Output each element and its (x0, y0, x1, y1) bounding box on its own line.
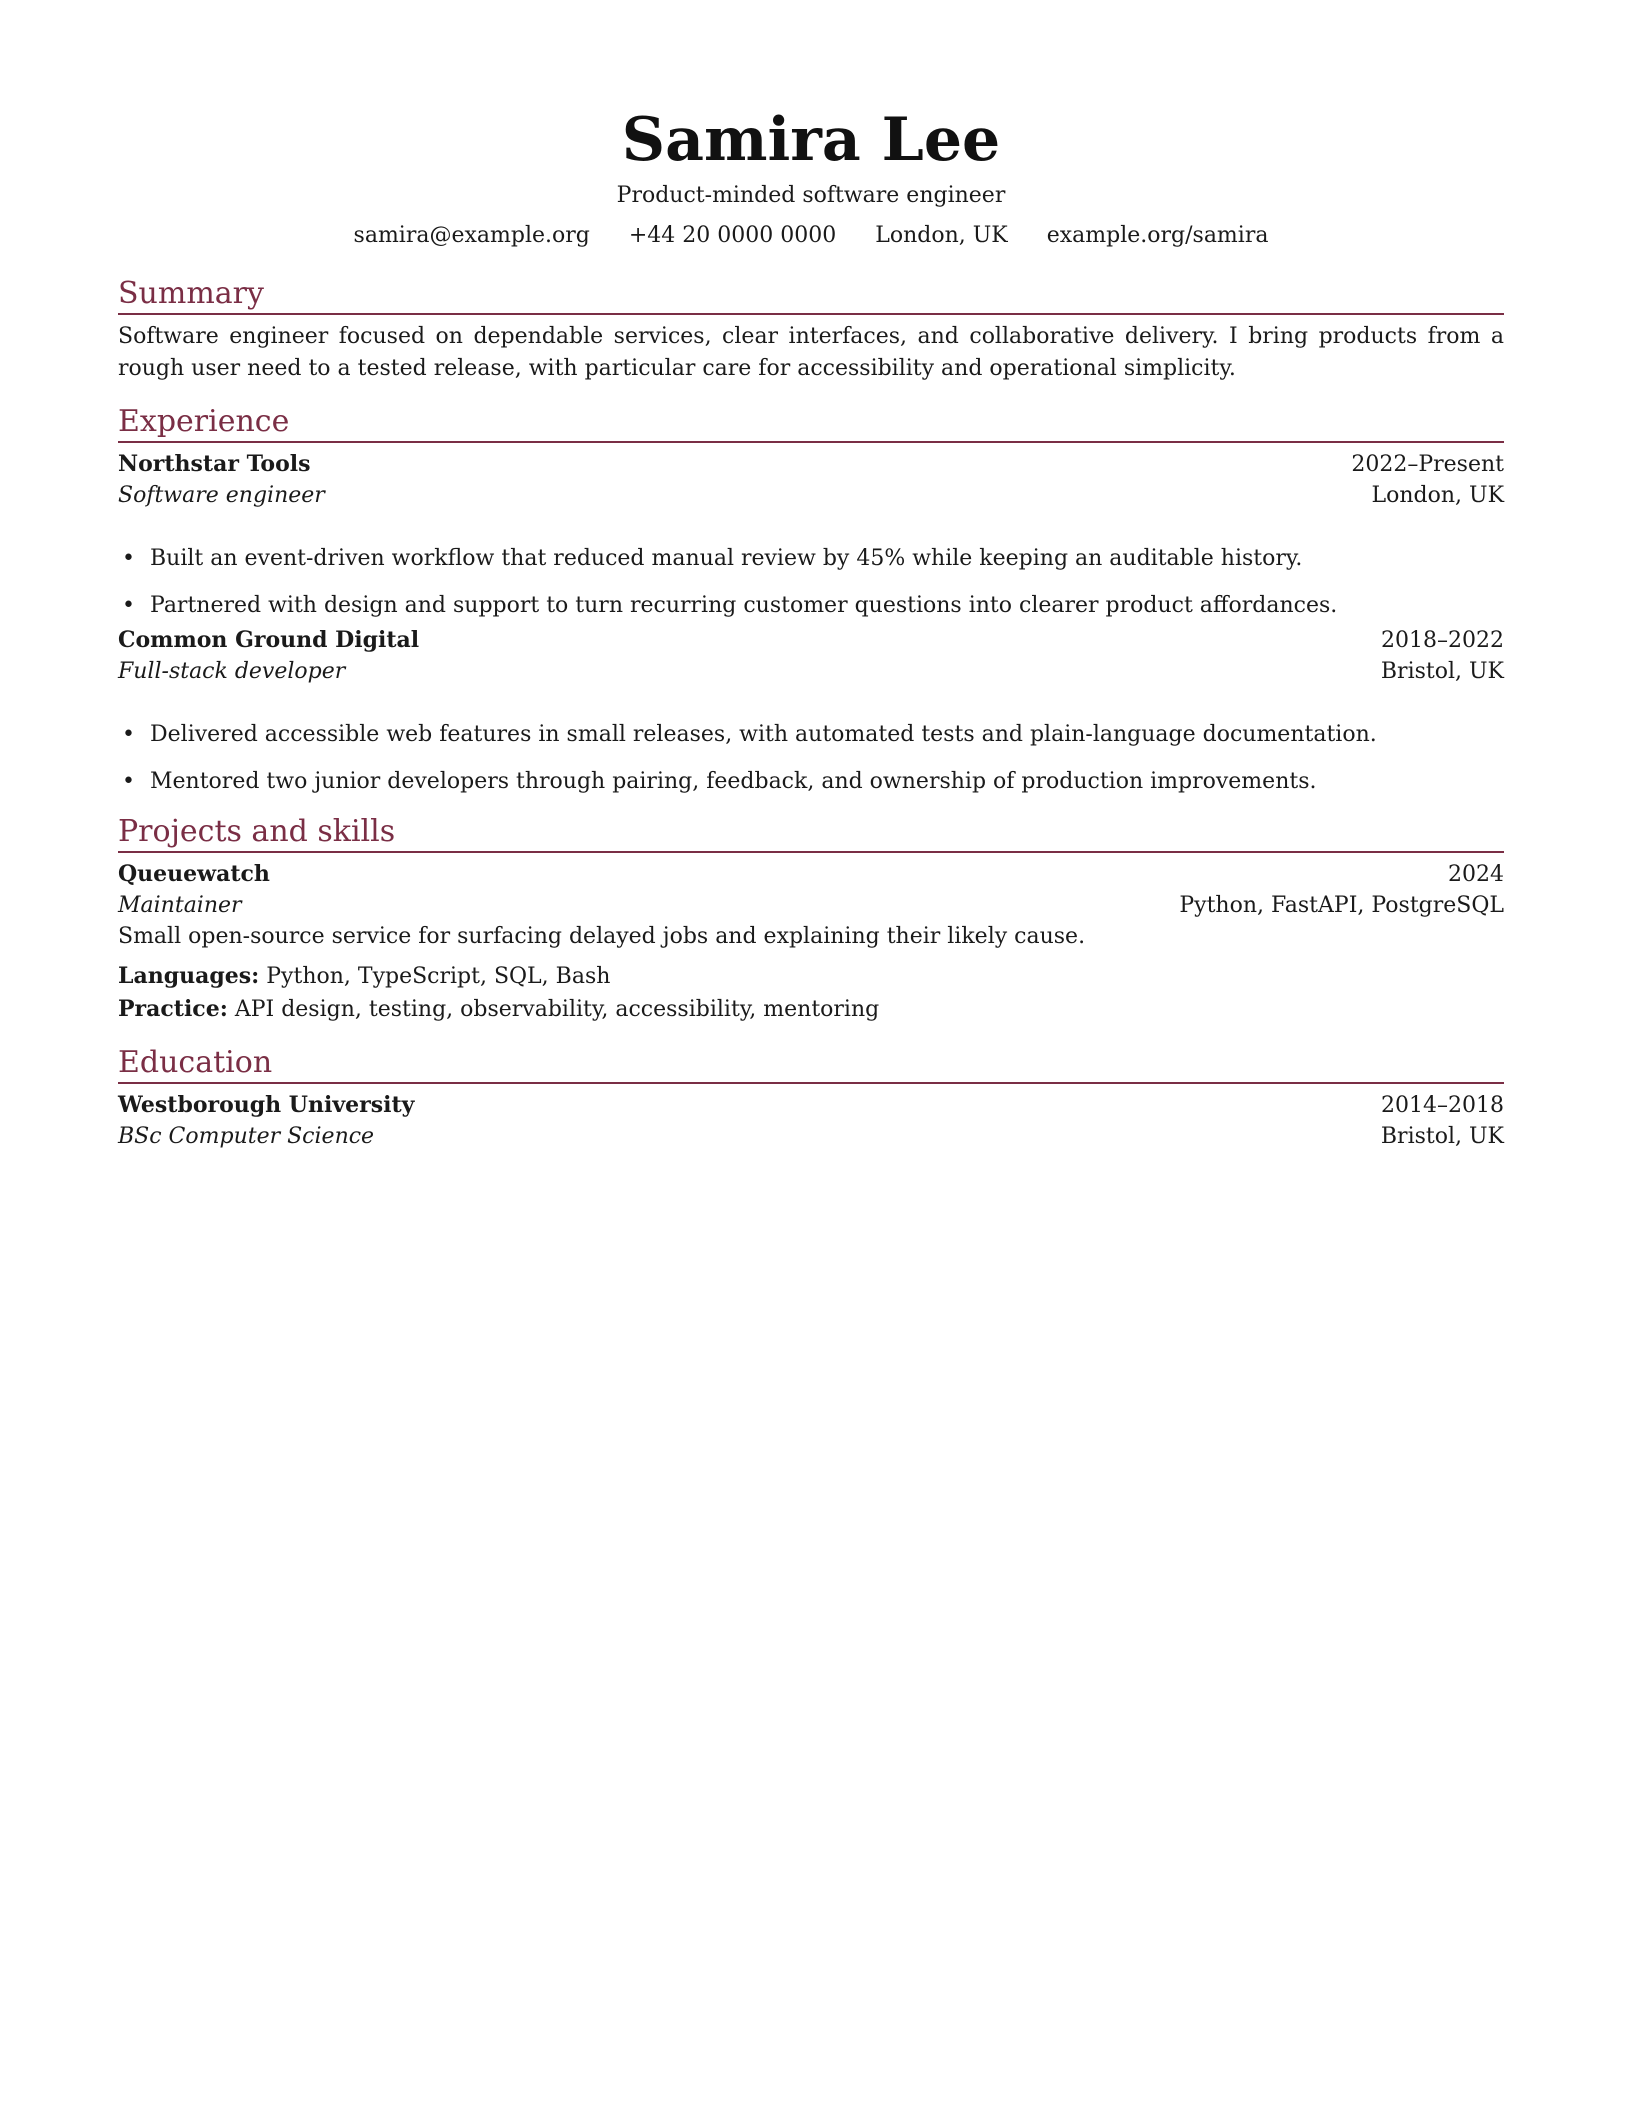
experience-entry (118, 625, 1504, 797)
employer-name: Northstar Tools (118, 451, 311, 477)
summary-text: Software engineer focused on dependable services, clear interfaces, and collaborative delivery. I bring products from a rough user need to a tested release, with particular care for accessibility and operational simplicity. (118, 324, 1504, 381)
achievement-item: • Built an event-driven workflow that reduced manual review by 45% while keeping an auditable history. (118, 543, 1504, 574)
resume-page (118, 0, 1504, 1152)
projects-section (118, 813, 1504, 1026)
experience-section (118, 403, 1504, 797)
section-heading-projects: Projects and skills (118, 813, 1504, 853)
contact-location: London, UK (875, 223, 1008, 248)
contact-email[interactable]: samira@example.org (353, 223, 590, 248)
entry-subheader (118, 656, 1504, 687)
employment-dates: 2018–2022 (1381, 628, 1504, 653)
project-name: Queuewatch (118, 861, 270, 887)
project-description: Small open-source service for surfacing delayed jobs and explaining their likely cause. (118, 924, 1086, 949)
skill-line (118, 993, 1504, 1026)
education-dates: 2014–2018 (1381, 1093, 1504, 1118)
achievement-item: • Delivered accessible web features in small releases, with automated tests and plain-language documentation. (118, 719, 1504, 750)
skill-line (118, 960, 1504, 993)
skill-label: Practice: (118, 996, 228, 1022)
education-header (118, 1090, 1504, 1121)
candidate-tagline: Product-minded software engineer (616, 183, 1006, 208)
employer-name: Common Ground Digital (118, 627, 420, 653)
project-header (118, 859, 1504, 890)
contact-website[interactable]: example.org/samira (1046, 223, 1269, 248)
contact-phone: +44 20 0000 0000 (628, 223, 837, 248)
project-subheader (118, 890, 1504, 921)
job-title: Software engineer (118, 483, 325, 508)
project-stack: Python, FastAPI, PostgreSQL (1179, 893, 1504, 918)
skill-value: Python, TypeScript, SQL, Bash (266, 964, 611, 989)
job-location: London, UK (1371, 483, 1504, 508)
skill-label: Languages: (118, 963, 260, 989)
candidate-name: Samira Lee (621, 105, 1001, 175)
section-heading-experience: Experience (118, 403, 1504, 443)
achievement-item: • Partnered with design and support to turn recurring customer questions into clearer product affordances. (118, 590, 1504, 621)
degree-name: BSc Computer Science (118, 1124, 375, 1149)
education-subheader (118, 1121, 1504, 1152)
job-title: Full-stack developer (118, 659, 346, 684)
skills-list (118, 960, 1504, 1026)
achievement-list (118, 543, 1504, 621)
skill-value: API design, testing, observability, accessibility, mentoring (234, 997, 880, 1022)
achievement-item: • Mentored two junior developers through pairing, feedback, and ownership of production improvements. (118, 766, 1504, 797)
experience-entry (118, 449, 1504, 621)
entry-header (118, 625, 1504, 656)
school-name: Westborough University (118, 1092, 415, 1118)
section-heading-education: Education (118, 1044, 1504, 1084)
employment-dates: 2022–Present (1351, 452, 1504, 477)
summary-section (118, 275, 1504, 385)
entry-header (118, 449, 1504, 480)
project-role: Maintainer (118, 893, 242, 918)
entry-subheader (118, 480, 1504, 511)
project-year: 2024 (1448, 862, 1504, 887)
job-location: Bristol, UK (1380, 659, 1504, 684)
contact-line (118, 221, 1504, 251)
section-heading-summary: Summary (118, 275, 1504, 315)
achievement-list (118, 719, 1504, 797)
education-location: Bristol, UK (1380, 1124, 1504, 1149)
education-section (118, 1044, 1504, 1152)
